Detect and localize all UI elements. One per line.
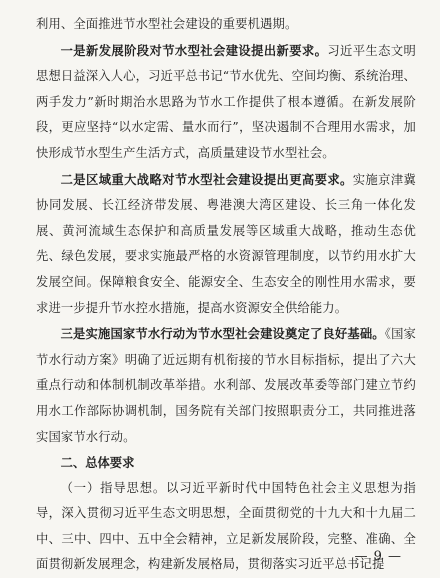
paragraph-regional-strategy <box>36 167 416 322</box>
paragraph-continuation <box>36 12 416 38</box>
paragraph-lead: 三是实施国家节水行动为节水型社会建设奠定了良好基础。 <box>60 326 385 342</box>
paragraph-text: 习近平生态文明思想日益深入人心，习近平总书记“节水优先、空间均衡、系统治理、两手发力”新时期治水思路为节水工作提供了根本遵循。在新发展阶段，更应坚持“以水定需、量水而行”，坚决遏制不合理用水需求，加快形成节水型生产生活方式，高质量建设节水型社会。 <box>36 43 416 160</box>
paragraph-lead: 一是新发展阶段对节水型社会建设提出新要求。 <box>60 42 328 58</box>
subsection-lead: （一）指导思想。 <box>60 480 167 495</box>
paragraph-text: 以习近平新时代中国特色社会主义思想为指导，深入贯彻习近平生态文明思想，全面贯彻党的十九大和十九届二中、三中、四中、五中全会精神，立足新发展阶段，完整、准确、全面贯彻新发展理念，构建新发展格局，贯彻落实习近平总书记提 <box>36 480 416 572</box>
paragraph-new-stage <box>36 38 416 167</box>
paragraph-text: 实施京津冀协同发展、长江经济带发展、粤港澳大湾区建设、长三角一体化发展、黄河流域生态保护和高质量发展等区域重大战略，推动生态优先、绿色发展，要求实施最严格的水资源管理制度，以节约用水扩大发展空间。保障粮食安全、能源安全、生态安全的刚性用水需求，要求进一步提升节水控水措施，提高水资源安全供给能力。 <box>36 172 416 315</box>
paragraph-text: 《国家节水行动方案》明确了近远期有机衔接的节水目标指标，提出了六大重点行动和体制机制改革举措。水利部、发展改革委等部门建立节约用水工作部际协调机制，国务院有关部门按照职责分工，共同推进落实国家节水行动。 <box>36 327 416 444</box>
section-heading: 二、总体要求 <box>60 455 135 471</box>
paragraph-lead: 二是区域重大战略对节水型社会建设提出更高要求。 <box>60 171 353 187</box>
paragraph-text: 利用、全面推进节水型社会建设的重要机遇期。 <box>36 17 298 31</box>
page-number: — 9 — <box>354 549 402 564</box>
paragraph-national-action <box>36 321 416 450</box>
page-body <box>36 12 416 578</box>
